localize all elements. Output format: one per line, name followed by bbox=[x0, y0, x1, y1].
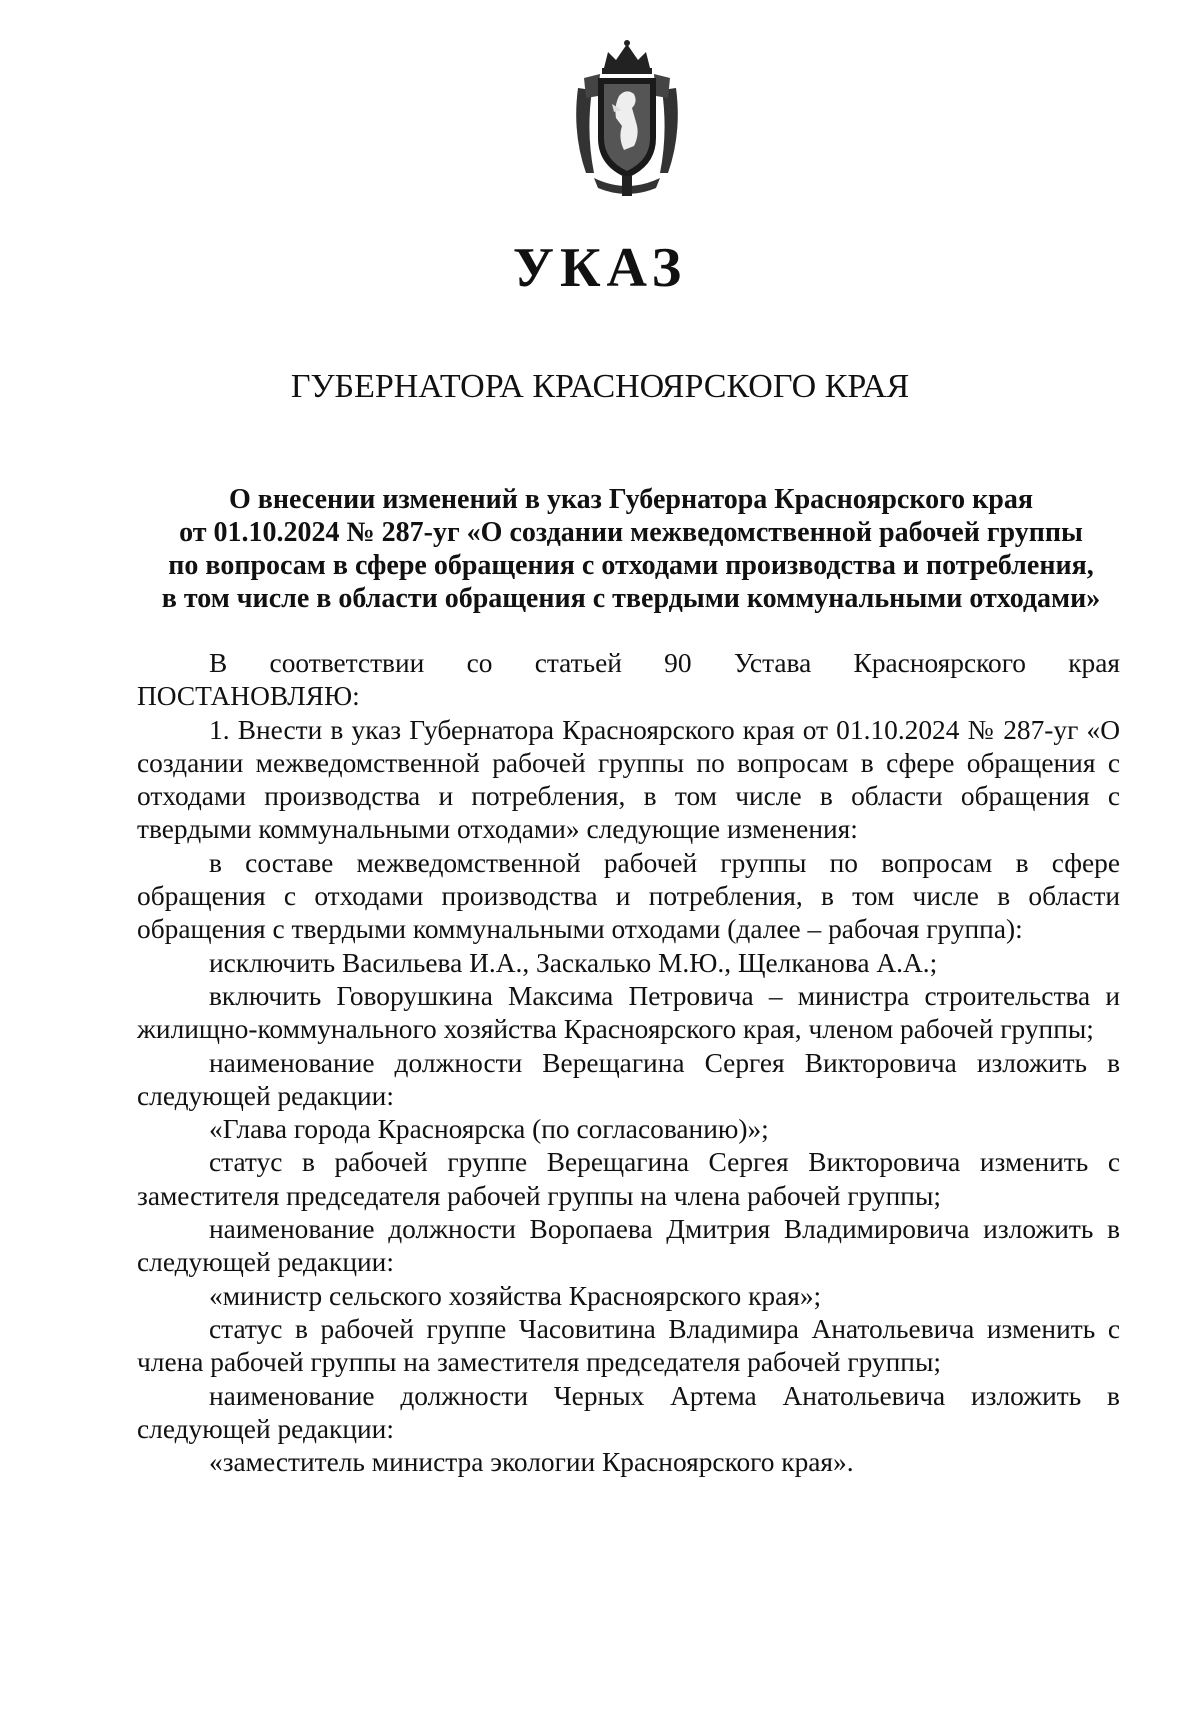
heading-line: в том числе в области обращения с твердыми коммунальными отходами» bbox=[161, 583, 1101, 614]
paragraph-decree: ПОСТАНОВЛЯЮ: bbox=[137, 681, 360, 712]
paragraph-item-1: 1. Внести в указ Губернатора Красноярского края от 01.10.2024 № 287-уг «О создании межведомственной рабочей группы по вопросам в сфере обращения с отходами производства и потребления, в том числе в области обращения с твердыми коммунальными отходами» следующие изменения: bbox=[137, 714, 1120, 845]
document-body bbox=[137, 647, 1120, 1479]
heading-line: О внесении изменений в указ Губернатора Красноярского края bbox=[229, 484, 1033, 515]
paragraph-position-change: наименование должности Черных Артема Анатольевича изложить в следующей редакции: bbox=[137, 1380, 1120, 1444]
paragraph-status-change: статус в рабочей группе Верещагина Сергея Викторовича изменить с заместителя председателя рабочей группы на члена рабочей группы; bbox=[137, 1147, 1120, 1211]
document-subtitle: ГУБЕРНАТОРА КРАСНОЯРСКОГО КРАЯ bbox=[290, 368, 910, 405]
paragraph-preamble: В соответствии со статьей 90 Устава Красноярского края bbox=[209, 648, 1120, 678]
document-title: УКАЗ bbox=[512, 237, 688, 299]
paragraph-position-change: наименование должности Верещагина Сергея Викторовича изложить в следующей редакции: bbox=[137, 1047, 1120, 1111]
heading-line: по вопросам в сфере обращения с отходами производства и потребления, bbox=[168, 550, 1094, 581]
coat-of-arms-emblem bbox=[564, 38, 690, 198]
paragraph-quote: «заместитель министра экологии Красноярского края». bbox=[209, 1447, 854, 1478]
paragraph-position-change: наименование должности Воропаева Дмитрия Владимировича изложить в следующей редакции: bbox=[137, 1214, 1120, 1278]
paragraph-quote: «Глава города Красноярска (по согласованию)»; bbox=[209, 1114, 769, 1145]
paragraph-composition: в составе межведомственной рабочей группы по вопросам в сфере обращения с отходами производства и потребления, в том числе в области обращения с твердыми коммунальными отходами (далее – рабочая группа): bbox=[137, 847, 1120, 945]
paragraph-exclude: исключить Васильева И.А., Заскалько М.Ю., Щелканова А.А.; bbox=[209, 947, 938, 978]
heading-line: от 01.10.2024 № 287-уг «О создании межведомственной рабочей группы bbox=[179, 517, 1083, 548]
paragraph-include: включить Говорушкина Максима Петровича – министра строительства и жилищно-коммунального хозяйства Красноярского края, членом рабочей группы; bbox=[137, 980, 1120, 1045]
document-heading bbox=[138, 483, 1124, 615]
paragraph-quote: «министр сельского хозяйства Красноярского края»; bbox=[209, 1280, 822, 1311]
paragraph-status-change: статус в рабочей группе Часовитина Владимира Анатольевича изменить с члена рабочей группы на заместителя председателя рабочей группы; bbox=[137, 1313, 1120, 1378]
